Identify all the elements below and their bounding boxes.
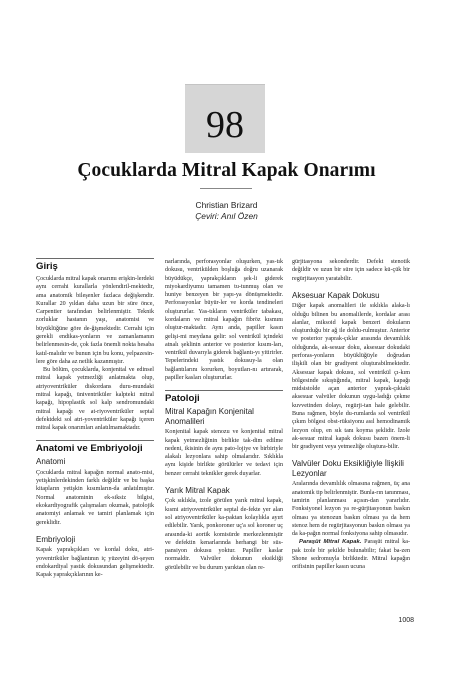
section-rule [36, 440, 154, 441]
paragraph-giris-2: Bu bölüm, çocuklarda, konjenital ve edinsel mitral kapak yetmezliği anlatmakta olup, atriyoventriküler diskordans duru-mundaki mitral kapağı, üniventriküler kalpteki mitral kapağı, hipoplastik sol kalp sendromundaki mitral kapağı ve at-riyoventriküler septal defektdeki sol atri-yoventriküler kapağı içeren mitral kapak onarımları anlatılmamaktadır. [36, 367, 154, 432]
heading-patoloji: Patoloji [165, 393, 200, 405]
heading-anatomi-embriyoloji: Anatomi ve Embriyoloji [36, 443, 143, 455]
paragraph-konjenital: Konjenital kapak stenozu ve konjenital mitral kapak yetmezliğinin birlikte tak-dim edilme nedeni, ikisinin de aynı pato-lojiye ve birbiriyle alakalı lezyonlara sahip olmalarıdır. Sıklıkla aynı kişide birlikte görülürler ve tedavi için benzer cerrahi teknikler gerek duyarlar. [165, 429, 283, 477]
section-rule [165, 390, 283, 391]
runin-parasut-heading: Paraşüt Mitral Kapak. [299, 539, 362, 546]
paragraph-anatomi: Çocuklarda mitral kapağın normal anato-misi, yetişkinlerdekinden farklı değildir ve bu başka kitapların yetişkin kısımların-da anlatılmıştır. Normal anatominin ek-siksiz bilgisi, ekokardiyografik çalışmaları okumak, patolojik anatomiyi anlamak ve tamiri planlamak için gereklidir. [36, 469, 154, 526]
subheading-anatomi: Anatomi [36, 457, 66, 467]
paragraph-giris-1: Çocuklarda mitral kapak onarımı erişkin-lerdeki aynı cerrahi kurallarla yönlendiril-mektedir, ama anatomik bileşenler fazlaca değişkendir. Kurallar 20 yıldan daha uzun bir süre önce, Carpentier tarafından belirlenmiştir. Teknik zorluklar hastanın yaşı, anatomisi ve büyüklüğüne göre de-ğişmektedir. Cerrahi için gerekli endikas-yonların ve zamanlamanın belirlenmesin-de, çok fazla önemli nokta hesaba katıl-malıdır ve bunun için bu konu, yelpazesin-lere göre daha az netlik kazanmıştır. [36, 276, 154, 365]
chapter-number: 98 [206, 104, 244, 146]
text-column-2 [165, 258, 283, 572]
subheading-aksesuar-doku: Aksesuar Kapak Dokusu [292, 290, 380, 300]
paragraph-parasut [292, 538, 410, 571]
title-divider [200, 188, 252, 189]
paragraph-aksesuar: Diğer kapak anomalileri ile sıklıkla alaka-lı olduğu bilinen bu anomalilerde, kordalar arası alanlar, miksoid kapak benzeri dokuların oluşturduğu bir ağ ile doldu-rulmuştur. Anterior ve posterior yaprak-çıklar arasında devamlılık olduğunda, ak-sesuar doku, aksesuar dokudaki perforas-yonların büyüklüğüyle doğrudan ilişkili olan bir gradiyent oluşturabilmektedir. Aksesuar kapak dokusu, sol ventrikül çı-kım bölgesinde sıkıştığında, mitral kapak, kapağı midsistolde açan anterior yaprak-çıktaki aksesuar valvüler dokunun uygu-ladığı çekme kuvvetinden dolayı, regürji-tan hale gelebilir. Buna rağmen, böyle du-rumlarda sol ventrikül çıkım bölgesi obst-rüksiyonu asıl hemodinamik lezyon olup, en sık tanı koyma şeklidir. İzole ak-sesuar mitral kapak dokusu bazen önem-li bir gradiyent veya yetmezliğe oluştura-bilir. [292, 303, 410, 451]
author-name: Christian Brizard [195, 200, 258, 210]
page-number: 1008 [398, 617, 414, 624]
section-rule [36, 258, 154, 259]
subheading-valvuler-eksiklik: Valvüler Doku Eksikliğiyle İlişkili Lezyonlar [292, 459, 404, 478]
heading-giris: Giriş [36, 261, 58, 272]
subheading-konjenital-anomaliler: Mitral Kapağın Konjenital Anomalileri [165, 407, 254, 426]
paragraph-parasut-text: Paraşüt mitral ka-pak izole bir şekilde bulunabilir; fakat ba-zen Shone sedromuyla birliktedir. Mitral kapağın orifisinin papiller kasın ucuna [292, 539, 410, 571]
paragraph-yarik-cont: gürjitasyona sekonderdir. Defekt stenotik değildir ve uzun bir süre için sadece kü-çük bir regürjitasyon yaratabilir. [292, 259, 410, 282]
translator-credit: Çeviri: Anıl Özen [195, 211, 258, 221]
paragraph-embriyoloji: Kapak yaprakçıkları ve kordal doku, atri-yoventriküler bağlantının iç yüzeyini dö-şeyen endokardiyal yastık dokusundan gelişmektedir. Kapak yaprakçıklarının ke- [36, 547, 154, 579]
text-column-3 [292, 258, 410, 572]
text-column-1 [36, 258, 154, 579]
chapter-number-box [185, 84, 265, 153]
paragraph-embriyoloji-cont: narlarında, perforasyonlar oluşurken, yas-tık dokusu, ventrikülden boşluğa doğru uzanarak büyüdükçe, yaprakçıkların şek-li giderek miyokardiyumu tamamen tu-tunmuş olan ve huniye benzeyen bir yapı-ya dönüşmektedir. Perforasyonlar büyür-ler ve korda tendineleri oluştururlar. Yas-tıkların ventriküler tabakası, kordaların ve mitral kapağın fibröz kısmını oluştur-maktadır. Aynı anda, papiller kasın gelişi-mi meydana gelir: sol ventrikül içindeki atnalı şeklinin anterior ve posterior kısım-ları, ventrikül duvarıyla giderek bağlantı-yı yitirirler. Tepelerindeki yastık dokusuy-la olan bağlantılarını korurken, boyutları-nı artırarak, papiller kasları oluştururlar. [165, 259, 283, 381]
paragraph-yarik-mitral: Çok sıklıkla, izole görülen yarık mitral kapak, kısmi atriyoventriküler septal de-fekte yer alan sol atriyoventriküler ka-paktan kolaylıkla ayırt edilebilir. Yarık, ponkoroner uç'a sol koroner uç arasında-ki aortik komisürde merkezlenmiştir ve defektin kenarlarında herhangi bir süs-pansiyon dokusu yoktur. Papiller kaslar normaldir. Valvüler dokunun eksikliği görülebilir ve bu durum yarıktan olan re- [165, 498, 283, 571]
chapter-title: Çocuklarda Mitral Kapak Onarımı [77, 160, 376, 181]
subheading-yarik-mitral: Yarık Mitral Kapak [165, 485, 230, 495]
paragraph-valvuler: Aralarında devamlılık olmasına rağmen, üç ana anatomik tip belirlenmiştir. Bunla-rın tanınması, tamirin planlanması açısın-dan yararlıdır. Fonksiyonel lezyon ya re-gürjitasyonun baskın olması ya stenozun baskın olması ya da hem stenoz hem de regürjitasyonun baskın olması ya da ka-pağın normal fonksiyona sahip olmasıdır. [292, 481, 410, 538]
subheading-embriyoloji: Embriyoloji [36, 534, 76, 544]
